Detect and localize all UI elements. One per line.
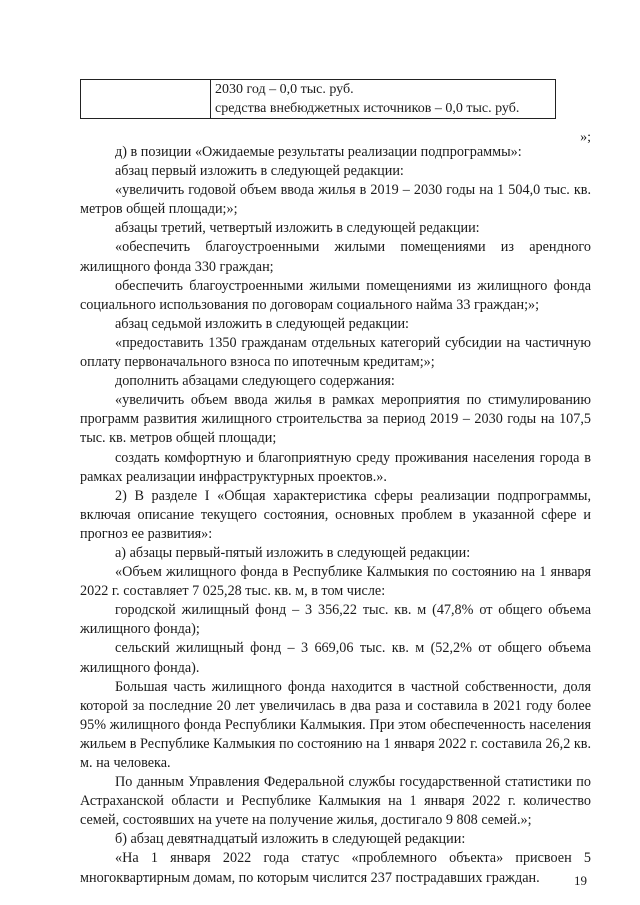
paragraph: б) абзац девятнадцатый изложить в следующей редакции:: [115, 831, 466, 848]
paragraph: «увеличить годовой объем ввода жилья в 2019 – 2030 годы на 1 504,0 тыс. кв. метров общей площади;»;: [80, 182, 591, 218]
financing-table: [80, 79, 556, 119]
table-cell-empty: [81, 80, 211, 119]
table-cell: средства внебюджетных источников – 0,0 тыс. руб.: [211, 99, 556, 119]
paragraph: «увеличить объем ввода жилья в рамках мероприятия по стимулированию программ развития жилищного строительства за период 2019 – 2030 годы на 107,5 тыс. кв. метров общей площади;: [80, 392, 591, 447]
table-cell: 2030 год – 0,0 тыс. руб.: [211, 80, 556, 100]
paragraph: создать комфортную и благоприятную среду проживания населения города в рамках реализации инфраструктурных проектов.».: [80, 449, 591, 485]
paragraph: абзацы третий, четвертый изложить в следующей редакции:: [115, 220, 480, 237]
paragraph: сельский жилищный фонд – 3 669,06 тыс. кв. м (52,2% от общего объема жилищного фонда).: [80, 640, 591, 676]
paragraph: По данным Управления Федеральной службы государственной статистики по Астраханской области и Республике Калмыкия на 1 января 2022 г. количество семей, состоявших на учете на получение жилья, достигало 9 808 семей.»;: [80, 774, 591, 829]
paragraph: абзац седьмой изложить в следующей редакции:: [115, 315, 410, 332]
paragraph: 2) В разделе I «Общая характеристика сферы реализации подпрограммы, включая описание текущего состояния, основных проблем в указанной сфере и прогноз ее развития»:: [80, 487, 591, 542]
document-body: [80, 143, 591, 888]
table-row: [81, 80, 556, 100]
paragraph: «предоставить 1350 гражданам отдельных категорий субсидии на частичную оплату первоначального взноса по ипотечным кредитам;»;: [80, 334, 591, 371]
paragraph: Большая часть жилищного фонда находится в частной собственности, доля которой за последние 20 лет увеличилась в два раза и составила в 2021 году более 95% жилищного фонда Республики Калмыкия. При этом обеспеченность населения жильем в Республике Калмыкия по состоянию на 1 января 2022 г. составила 26,2 кв. м. на человека.: [80, 678, 591, 771]
paragraph: городской жилищный фонд – 3 356,22 тыс. кв. м (47,8% от общего объема жилищного фонда);: [80, 602, 591, 638]
paragraph: «обеспечить благоустроенными жилыми помещениями из арендного жилищного фонда 330 граждан;: [80, 239, 591, 275]
paragraph: «На 1 января 2022 года статус «проблемного объекта» присвоен 5 многоквартирным домам, по которым числится 237 пострадавших граждан.: [80, 850, 591, 886]
paragraph: абзац первый изложить в следующей редакции:: [115, 163, 404, 180]
paragraph: «Объем жилищного фонда в Республике Калмыкия по состоянию на 1 января 2022 г. составляет 7 025,28 тыс. кв. м, в том числе:: [80, 564, 591, 600]
paragraph: д) в позиции «Ожидаемые результаты реализации подпрограммы»:: [115, 144, 522, 160]
closing-quote-mark: »;: [580, 130, 591, 145]
paragraph: обеспечить благоустроенными жилыми помещениями из жилищного фонда социального использования по договорам социального найма 33 граждан;»;: [80, 277, 591, 313]
paragraph: дополнить абзацами следующего содержания:: [115, 373, 395, 390]
page-number: 19: [574, 873, 587, 888]
paragraph: а) абзацы первый-пятый изложить в следующей редакции:: [115, 544, 471, 561]
